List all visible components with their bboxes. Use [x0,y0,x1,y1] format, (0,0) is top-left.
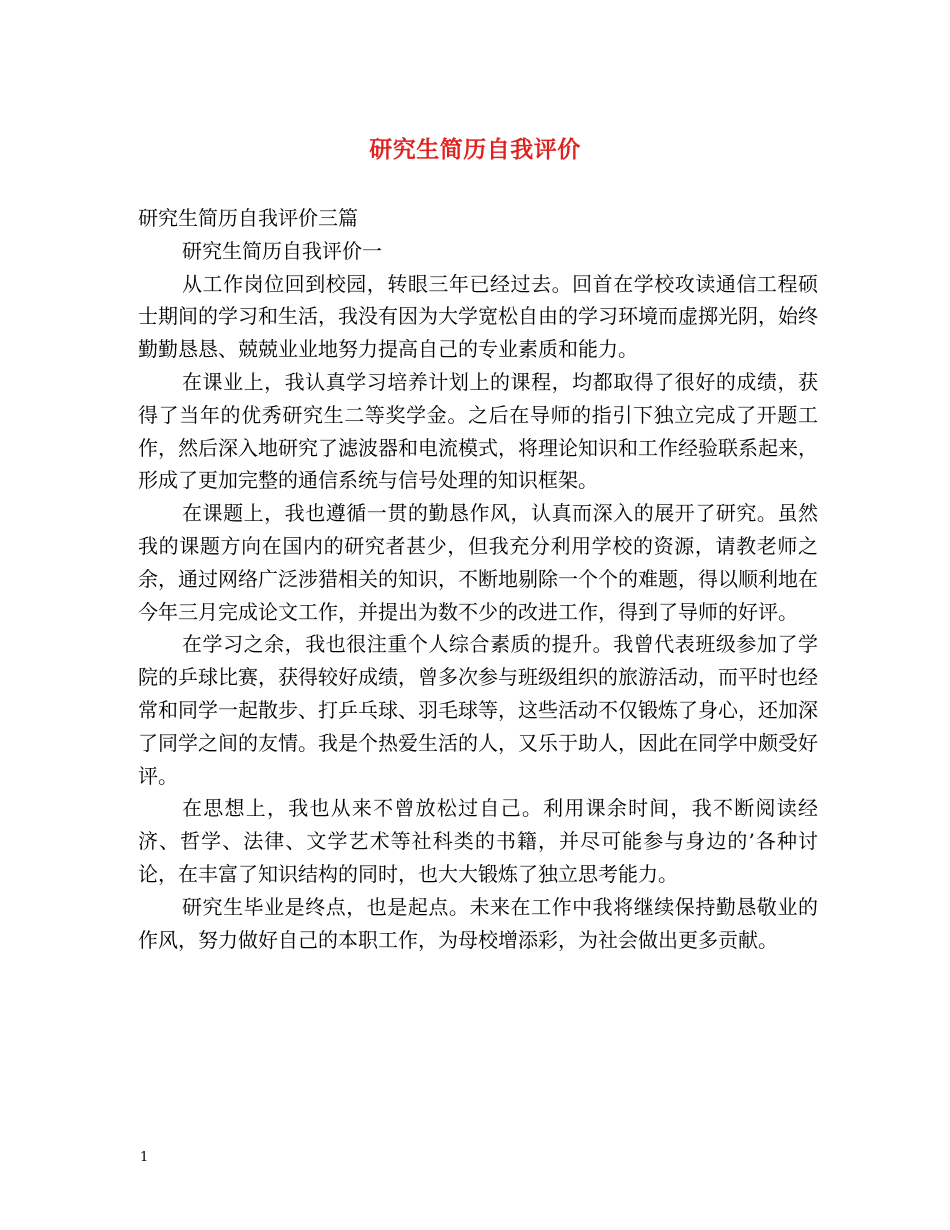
document-title: 研究生简历自我评价 [369,136,581,163]
paragraph-extracurricular: 在学习之余，我也很注重个人综合素质的提升。我曾代表班级参加了学院的乒球比赛，获得较好成绩，曾多次参与班级组织的旅游活动，而平时也经常和同学一起散步、打乒乓球、羽毛球等，这些活动不仅锻炼了身心，还加深了同学之间的友情。我是个热爱生活的人，又乐于助人，因此在同学中颇受好评。 [138,632,818,788]
paragraph-research: 在课题上，我也遵循一贯的勤恳作风，认真而深入的展开了研究。虽然我的课题方向在国内的研究者甚少，但我充分利用学校的资源，请教老师之余，通过网络广泛涉猎相关的知识，不断地剔除一个个的难题，得以顺利地在今年三月完成论文工作，并提出为数不少的改进工作，得到了导师的好评。 [138,501,818,624]
paragraph-return-to-campus: 从工作岗位回到校园，转眼三年已经过去。回首在学校攻读通信工程硕士期间的学习和生活，我没有因为大学宽松自由的学习环境而虚掷光阴，始终勤勤恳恳、兢兢业业地努力提高自己的专业素质和能力。 [138,271,818,362]
page-number: 1 [140,1150,149,1165]
document-body [138,202,818,956]
paragraph-coursework: 在课业上，我认真学习培养计划上的课程，均都取得了很好的成绩，获得了当年的优秀研究生二等奖学金。之后在导师的指引下独立完成了开题工作，然后深入地研究了滤波器和电流模式，将理论知识和工作经验联系起来，形成了更加完整的通信系统与信号处理的知识框架。 [138,369,818,493]
paragraph-thinking: 在思想上，我也从来不曾放松过自己。利用课余时间，我不断阅读经济、哲学、法律、文学艺术等社科类的书籍，并尽可能参与身边的’各种讨论，在丰富了知识结构的同时，也大大锻炼了独立思考能力。 [138,796,818,886]
section-heading: 研究生简历自我评价一 [182,238,382,263]
document-subtitle: 研究生简历自我评价三篇 [138,206,358,230]
paragraph-conclusion: 研究生毕业是终点，也是起点。未来在工作中我将继续保持勤恳敬业的作风，努力做好自己的本职工作，为母校增添彩，为社会做出更多贡献。 [138,894,818,952]
